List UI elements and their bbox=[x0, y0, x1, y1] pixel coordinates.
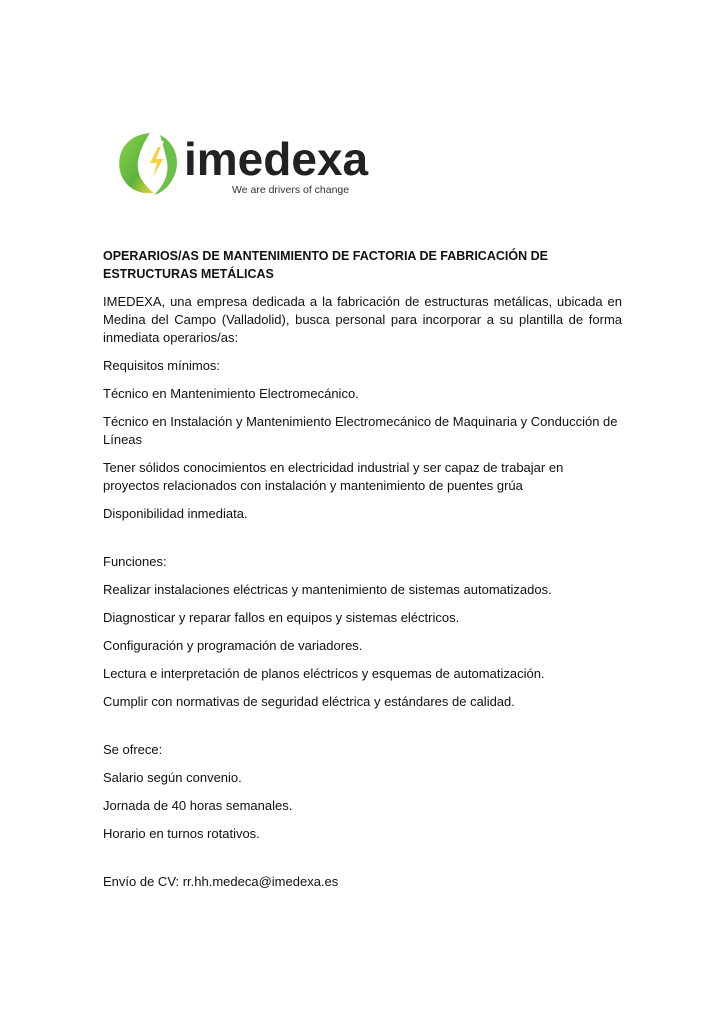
function-item: Cumplir con normativas de seguridad eléctrica y estándares de calidad. bbox=[103, 694, 515, 709]
function-item: Lectura e interpretación de planos eléctricos y esquemas de automatización. bbox=[103, 666, 545, 681]
intro-paragraph: IMEDEXA, una empresa dedicada a la fabricación de estructuras metálicas, ubicada en Medina del Campo (Valladolid), busca personal para incorporar a su plantilla de forma inmediata operarios/as: bbox=[103, 294, 622, 345]
function-item: Configuración y programación de variadores. bbox=[103, 638, 363, 653]
offer-item: Jornada de 40 horas semanales. bbox=[103, 798, 293, 813]
function-item: Realizar instalaciones eléctricas y mantenimiento de sistemas automatizados. bbox=[103, 582, 552, 597]
requirement-item: Técnico en Mantenimiento Electromecánico. bbox=[103, 386, 359, 401]
requirement-item: Tener sólidos conocimientos en electricidad industrial y ser capaz de trabajar en proyectos relacionados con instalación y mantenimiento de puentes grúa bbox=[103, 460, 564, 493]
requirements-heading: Requisitos mínimos: bbox=[103, 358, 221, 373]
offer-item: Horario en turnos rotativos. bbox=[103, 826, 260, 841]
section-spacer bbox=[103, 853, 622, 873]
leaf-bolt-icon bbox=[119, 133, 177, 195]
requirement-item: Técnico en Instalación y Mantenimiento Electromecánico de Maquinaria y Conducción de Líneas bbox=[103, 414, 618, 447]
offer-heading: Se ofrece: bbox=[103, 742, 163, 757]
logo-wordmark: imedexa bbox=[184, 133, 369, 185]
offer-item: Salario según convenio. bbox=[103, 770, 242, 785]
section-spacer bbox=[103, 533, 622, 553]
requirement-item: Disponibilidad inmediata. bbox=[103, 506, 248, 521]
imedexa-logo bbox=[114, 127, 394, 199]
posting-title: OPERARIOS/AS DE MANTENIMIENTO DE FACTORIA DE FABRICACIÓN DE ESTRUCTURAS METÁLICAS bbox=[103, 249, 548, 281]
functions-heading: Funciones: bbox=[103, 554, 167, 569]
logo-tagline: We are drivers of change bbox=[232, 184, 350, 196]
job-posting bbox=[103, 247, 622, 901]
contact-line[interactable]: Envío de CV: rr.hh.medeca@imedexa.es bbox=[103, 874, 339, 889]
function-item: Diagnosticar y reparar fallos en equipos y sistemas eléctricos. bbox=[103, 610, 460, 625]
section-spacer bbox=[103, 721, 622, 741]
